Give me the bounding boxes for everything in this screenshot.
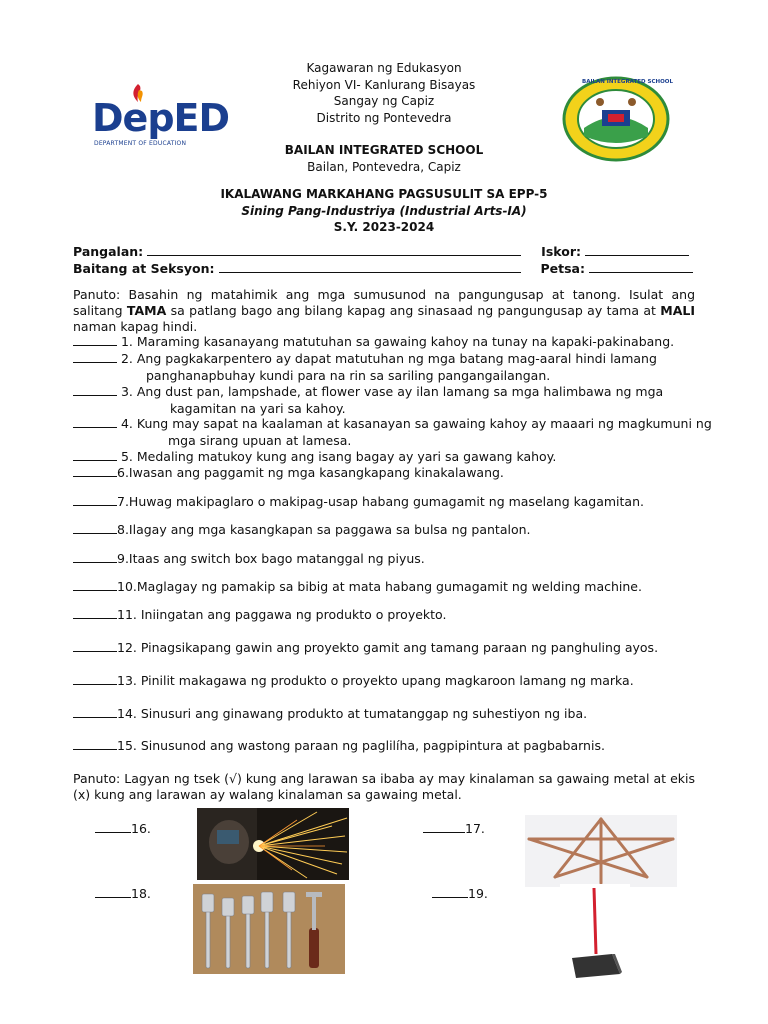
header-line: Kagawaran ng Edukasyon: [306, 61, 462, 75]
deped-wordmark: DepED: [92, 96, 230, 140]
question-item: 4. Kung may sapat na kaalaman at kasanayan sa gawaing kahoy ay maaari ng magkumuni ng mga sirang upuan at lamesa.: [73, 416, 703, 449]
score-label: Iskor:: [541, 244, 581, 259]
answer-blank[interactable]: [95, 821, 131, 833]
question-item: 7.Huwag makipaglaro o makipag-usap habang gumagamit ng maselang kagamitan.: [73, 494, 703, 511]
deped-subtitle: DEPARTMENT OF EDUCATION: [94, 140, 187, 147]
instructions-text: Panuto: Basahin ng matahimik ang mga sumusunod na pangungusap at tanong. Isulat ang salitang: [73, 287, 695, 318]
date-blank[interactable]: [589, 260, 693, 273]
seal-text: BAILAN INTEGRATED SCHOOL: [582, 79, 673, 85]
question-item: 2. Ang pagkakarpentero ay dapat matutuhan ng mga batang mag-aaral hindi lamang panghanapbuhay kundi para na rin sa sariling pangangailangan.: [73, 351, 703, 384]
question-item: 12. Pinagsikapang gawin ang proyekto gamit ang tamang paraan ng panghuling ayos.: [73, 640, 703, 657]
answer-blank[interactable]: [73, 706, 117, 718]
answer-blank[interactable]: [423, 821, 465, 833]
exam-title-block: [180, 186, 588, 236]
header-line: Sangay ng Capiz: [333, 94, 435, 108]
answer-blank[interactable]: [73, 449, 117, 461]
picture-item-label: 17.: [423, 821, 485, 836]
date-label: Petsa:: [540, 261, 585, 276]
question-item: 1. Maraming kasanayang matutuhan sa gawaing kahoy na tunay na kapaki-pakinabang.: [73, 334, 703, 351]
answer-blank[interactable]: [73, 579, 117, 591]
school-address: Bailan, Pontevedra, Capiz: [307, 159, 461, 174]
question-item: 13. Pinilit makagawa ng produkto o proyekto upang magkaroon lamang ng marka.: [73, 673, 703, 690]
wooden-frame-image: [525, 815, 677, 887]
answer-blank[interactable]: [73, 607, 117, 619]
answer-blank[interactable]: [73, 465, 117, 477]
question-item: 14. Sinusuri ang ginawang produkto at tumatanggap ng suhestiyon ng iba.: [73, 706, 703, 723]
word-tama: TAMA: [126, 303, 167, 318]
name-blank[interactable]: [147, 243, 521, 256]
answer-blank[interactable]: [95, 886, 131, 898]
question-item: 9.Itaas ang switch box bago matanggal ng piyus.: [73, 551, 703, 568]
exam-subtitle: Sining Pang-Industriya (Industrial Arts-IA): [241, 203, 527, 218]
answer-blank[interactable]: [73, 673, 117, 685]
question-item: 10.Maglagay ng pamakip sa bibig at mata habang gumagamit ng welding machine.: [73, 579, 703, 596]
question-item: 8.Ilagay ang mga kasangkapan sa paggawa sa bulsa ng pantalon.: [73, 522, 703, 539]
question-item: 3. Ang dust pan, lampshade, at flower vase ay ilan lamang sa mga halimbawa ng mga kagamitan na yari sa kahoy.: [73, 384, 703, 417]
picture-item-label: 19.: [432, 886, 488, 901]
welding-sparks-image: [197, 808, 349, 880]
picture-item-label: 16.: [95, 821, 151, 836]
section-label: Baitang at Seksyon:: [73, 261, 215, 276]
header-line: Rehiyon VI- Kanlurang Bisayas: [292, 77, 476, 92]
score-blank[interactable]: [585, 243, 689, 256]
answer-blank[interactable]: [73, 384, 117, 396]
school-year: S.Y. 2023-2024: [333, 220, 435, 234]
student-fields: [73, 243, 703, 277]
answer-blank[interactable]: [73, 494, 117, 506]
question-item: 6.Iwasan ang paggamit ng mga kasangkapang kinakalawang.: [73, 465, 703, 482]
instructions-part-1: [73, 287, 695, 335]
answer-blank[interactable]: [73, 640, 117, 652]
question-item: 11. Iniingatan ang paggawa ng produkto o proyekto.: [73, 607, 703, 624]
instructions-part-2: Panuto: Lagyan ng tsek (√) kung ang larawan sa ibaba ay may kinalaman sa gawaing metal at ekis (x) kung ang larawan ay walang kinalaman sa gawaing metal.: [73, 771, 695, 802]
name-label: Pangalan:: [73, 244, 144, 259]
metal-forks-image: [193, 884, 345, 974]
question-item: 5. Medaling matukoy kung ang isang bagay ay yari sa gawang kahoy.: [73, 449, 703, 466]
question-item: 15. Sinusunod ang wastong paraan ng paglilíha, pagpipintura at pagbabarnis.: [73, 738, 703, 755]
answer-blank[interactable]: [73, 351, 117, 363]
dust-pan-image: [560, 884, 630, 980]
instructions-text: sa patlang bago ang bilang kapag ang sinasaad ng pangungusap ay tama at: [166, 303, 661, 318]
answer-blank[interactable]: [73, 551, 117, 563]
instructions-text: naman kapag hindi.: [73, 319, 198, 334]
answer-blank[interactable]: [73, 334, 117, 346]
exam-title: IKALAWANG MARKAHANG PAGSUSULIT SA EPP-5: [220, 187, 548, 201]
word-mali: MALI: [660, 303, 695, 318]
answer-blank[interactable]: [432, 886, 468, 898]
answer-blank[interactable]: [73, 522, 117, 534]
header-line: Distrito ng Pontevedra: [316, 110, 452, 125]
picture-item-label: 18.: [95, 886, 151, 901]
section-blank[interactable]: [219, 260, 521, 273]
school-block: [180, 142, 588, 175]
answer-blank[interactable]: [73, 416, 117, 428]
header-block: [180, 60, 588, 126]
answer-blank[interactable]: [73, 738, 117, 750]
school-name: BAILAN INTEGRATED SCHOOL: [284, 143, 484, 157]
